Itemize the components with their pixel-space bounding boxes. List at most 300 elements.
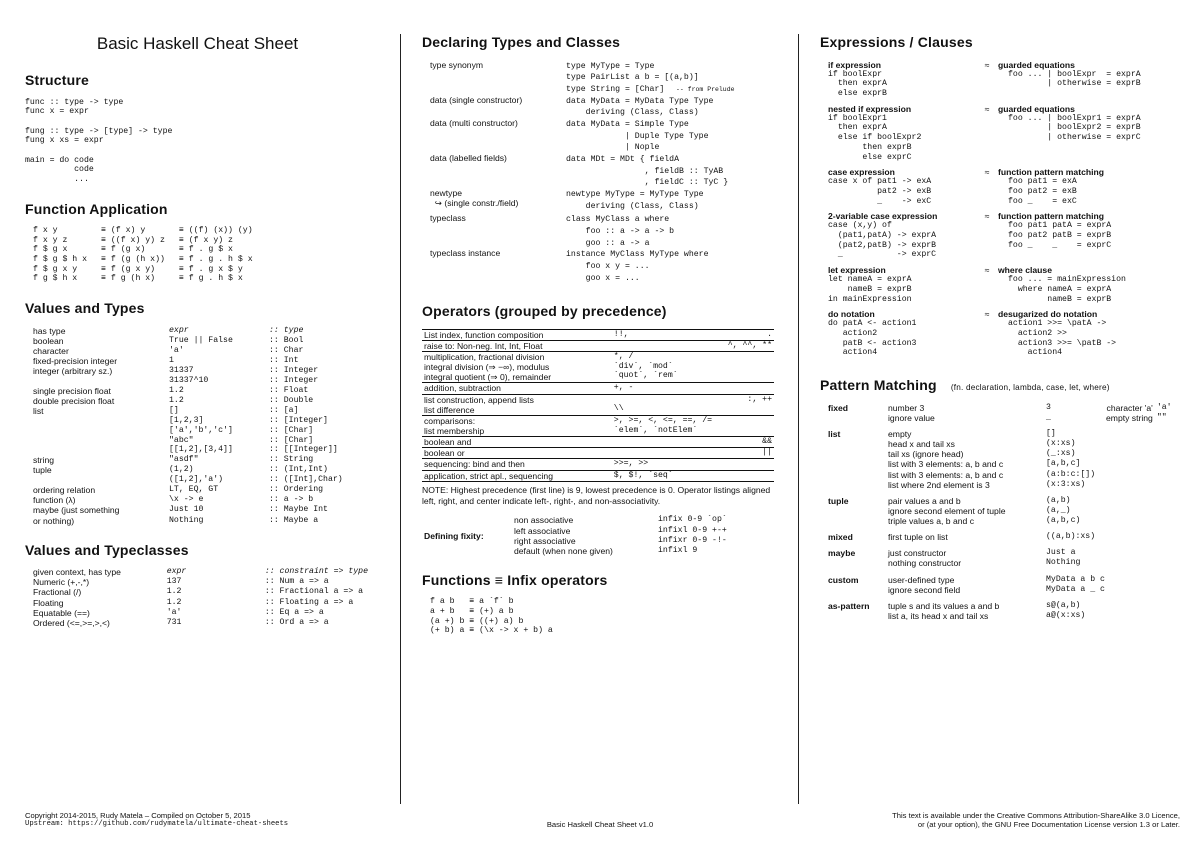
type-label (33, 376, 169, 386)
type-signature: :: Floating a => a (264, 597, 354, 607)
approx-symbol: ≈ (984, 265, 990, 276)
type-label: character (33, 345, 69, 356)
expression-left-title: do notation (828, 309, 875, 320)
pattern-syntax: (a:b:c:[]) (1046, 469, 1096, 479)
fa-cell: ≡ f . g $ x (178, 245, 233, 255)
operator-description: sequencing: bind and then (422, 459, 612, 470)
expression-right (998, 265, 1141, 309)
operator-symbols-right (726, 470, 774, 481)
fa-cell: f x y z (33, 235, 68, 245)
pattern-row (828, 480, 1176, 496)
fixity-syntax: infixl 0-9 +-+ (658, 525, 727, 535)
type-label: integer (arbitrary sz.) (33, 366, 113, 377)
pattern-description: head x and tail xs (888, 439, 955, 450)
pattern-row (828, 429, 1176, 439)
expressions-heading: Expressions / Clauses (820, 34, 973, 50)
type-row (33, 426, 345, 436)
operator-symbols-right: ^, ^^, ** (727, 340, 772, 350)
pattern-syntax-2: 'a' (1156, 402, 1172, 412)
declaration-label: type synonym (430, 59, 484, 70)
type-label: tuple (33, 465, 52, 476)
column-1 (25, 28, 370, 628)
type-row (33, 608, 370, 618)
pattern-syntax-2: "" (1156, 412, 1167, 422)
operator-symbols (612, 340, 726, 351)
function-application-row (33, 226, 267, 236)
expression-right (998, 104, 1141, 168)
pattern-row (828, 611, 1176, 627)
type-row (33, 455, 345, 465)
type-signature: :: Eq a => a (264, 607, 324, 617)
type-expr: 'a' (169, 345, 184, 355)
type-row (33, 336, 345, 346)
operator-description: raise to: Non-neg. Int, Int, Float (422, 340, 612, 351)
pattern-group-name (828, 611, 888, 627)
operator-symbols: >, >=, <, <=, ==, /= `elem`, `notElem` (612, 415, 726, 436)
type-row (33, 465, 345, 475)
footer-upstream: Upstream: https://github.com/rudymatela/ultimate-cheat-sheets (25, 820, 289, 829)
pattern-row (828, 548, 1176, 558)
operator-symbols: *, / `div`, `mod` `quot`, `rem` (612, 352, 726, 383)
expression-right-title: function pattern matching (998, 167, 1104, 178)
declaration-code (566, 153, 737, 188)
function-application-table (33, 226, 267, 284)
operator-symbols (612, 448, 726, 459)
expression-right-title: function pattern matching (998, 211, 1104, 222)
type-label: ordering relation (33, 485, 96, 496)
type-expr: [1,2,3] (169, 416, 204, 426)
type-signature: :: Char (269, 345, 304, 355)
type-expr: \x -> e (169, 495, 204, 505)
expression-left-title: nested if expression (828, 103, 912, 114)
expression-right-title: desugarized do notation (998, 309, 1098, 320)
type-label: Fractional (/) (33, 587, 82, 598)
expression-right-title: guarded equations (998, 59, 1075, 70)
declaring-heading: Declaring Types and Classes (422, 34, 621, 50)
pattern-group-name (828, 480, 888, 496)
pattern-matching-subtitle: (fn. declaration, lambda, case, let, where) (950, 383, 1110, 393)
type-signature: :: [Char] (269, 426, 314, 436)
pattern-row (828, 439, 1176, 449)
operator-symbols-right (726, 415, 774, 436)
expression-right-title: where clause (998, 265, 1052, 276)
pattern-description: list with 3 elements: a, b and c (888, 469, 1004, 480)
pattern-group-name (828, 413, 888, 429)
pattern-group-name: maybe (828, 548, 856, 559)
expression-left-code: do patA <- action1 action2 patB <- action3 action4 (828, 319, 917, 358)
operator-description: list construction, append lists list difference (422, 394, 612, 415)
fixity-syntax: infix 0-9 `op` (658, 515, 727, 525)
type-expr: "asdf" (169, 455, 199, 465)
declaration-label: data (multi constructor) (430, 117, 518, 128)
operator-row (422, 415, 774, 436)
declaration-code-text: class MyClass a where foo :: a -> a -> b goo :: a -> a (566, 215, 675, 248)
type-row (33, 386, 345, 396)
operator-description: addition, subtraction (422, 383, 612, 394)
type-label: function (λ) (33, 495, 76, 506)
type-label: maybe (just something (33, 505, 120, 516)
type-label: string (33, 455, 55, 466)
column-divider-2 (798, 34, 799, 804)
footer-copyright: Copyright 2014-2015, Rudy Matela – Compiled on October 5, 2015 (25, 811, 251, 821)
pattern-description: ignore second element of tuple (888, 505, 1006, 516)
pattern-syntax: MyData a b c (1046, 574, 1105, 584)
expression-left (828, 265, 976, 309)
declaration-label: data (single constructor) (430, 94, 523, 105)
pattern-row (828, 449, 1176, 459)
expression-row (828, 265, 1141, 309)
fixity-row (514, 526, 731, 536)
type-expr: 731 (166, 617, 182, 627)
pattern-row (828, 516, 1176, 532)
type-expr: LT, EQ, GT (169, 485, 219, 495)
pattern-description: list a, its head x and tail xs (888, 611, 989, 622)
fixity-kind: non associative (514, 515, 574, 526)
pattern-syntax: (a,b,c) (1046, 516, 1081, 526)
fixity-row (514, 515, 731, 525)
pattern-syntax: [] (1046, 428, 1056, 438)
expression-left (828, 60, 976, 104)
pattern-group-name (828, 516, 888, 532)
operator-symbols-right (726, 383, 774, 394)
pattern-group-name (828, 439, 888, 449)
functions-infix-heading: Functions ≡ Infix operators (422, 571, 608, 588)
type-row (33, 598, 370, 608)
pattern-description-2: character 'a' (1106, 402, 1153, 413)
type-row (33, 396, 345, 406)
operator-row (422, 340, 774, 351)
type-label: fixed-precision integer (33, 356, 118, 367)
type-expr: 31337 (169, 366, 194, 376)
declaring-table (430, 60, 737, 284)
pattern-row (828, 532, 1176, 548)
fixity-row (514, 536, 731, 546)
fa-cell: ≡ f g (h x) (101, 274, 156, 284)
expression-right-code: foo pat1 = exA foo pat2 = exB foo _ = exC (1008, 177, 1077, 206)
footer-right (892, 811, 1180, 829)
operator-symbols: \\ (612, 394, 726, 415)
type-label: boolean (33, 335, 64, 346)
pattern-row (828, 558, 1176, 574)
operator-description: boolean and (422, 437, 612, 448)
type-expr: 1 (169, 356, 174, 366)
expression-right-code: action1 >>= \patA -> action2 >> action3 >>= \patB -> action4 (1008, 319, 1117, 358)
type-signature: :: Maybe a (269, 515, 319, 525)
expression-row (828, 167, 1141, 211)
expression-right-code: foo pat1 patA = exprA foo pat2 patB = exprB foo _ _ = exprC (1008, 221, 1112, 250)
pattern-description: nothing constructor (888, 558, 962, 569)
pattern-syntax: Nothing (1046, 558, 1081, 568)
pattern-group-name (828, 558, 888, 574)
pattern-row (828, 506, 1176, 516)
type-row (33, 326, 345, 336)
type-expr: expr (169, 325, 189, 335)
pattern-syntax: _ (1046, 412, 1051, 422)
declaration-label: typeclass (430, 213, 466, 224)
operator-row (422, 448, 774, 459)
pattern-description: list with 3 elements: a, b and c (888, 459, 1004, 470)
type-label: Floating (33, 597, 64, 608)
pattern-row (828, 601, 1176, 611)
declaration-code-text: data MyData = Simple Type | Duple Type Type | Nople (566, 119, 709, 153)
operator-symbols: !!, (612, 329, 726, 340)
approx-symbol: ≈ (984, 103, 990, 114)
fa-cell: ≡ f . g x $ y (178, 264, 243, 274)
pattern-description: user-defined type (888, 574, 955, 585)
pattern-group-name: fixed (828, 402, 849, 413)
type-row (33, 416, 345, 426)
pattern-syntax: (a,_) (1046, 505, 1071, 515)
expression-left (828, 104, 976, 168)
type-expr: 31337^10 (169, 376, 209, 386)
pattern-row (828, 496, 1176, 506)
functions-infix-code: f a b ≡ a `f` b a + b ≡ (+) a b (a +) b ≡ ((+) a) b (+ b) a ≡ (\x -> x + b) a (430, 597, 553, 636)
pattern-row (828, 459, 1176, 469)
operator-symbols-right (726, 352, 774, 383)
fixity-kind: left associative (514, 525, 571, 536)
expression-right (998, 60, 1141, 104)
expression-left-code: let nameA = exprA nameB = exprB in mainExpression (828, 275, 912, 304)
pattern-syntax: (a,b) (1046, 495, 1071, 505)
pattern-description: just constructor (888, 548, 947, 559)
fa-cell: f $ g x y (33, 264, 78, 274)
type-signature: :: type (269, 325, 304, 335)
pattern-matching-heading (820, 377, 1180, 394)
fa-cell: ≡ f g . h $ x (178, 274, 243, 284)
operator-row (422, 383, 774, 394)
expression-row (828, 211, 1141, 265)
pattern-matching-table (828, 403, 1176, 628)
type-label: Equatable (==) (33, 607, 90, 618)
pattern-syntax: [a,b,c] (1046, 459, 1081, 469)
declaration-label: data (labelled fields) (430, 152, 507, 163)
fa-cell: ≡ ((f x) y) z (101, 235, 165, 245)
pattern-group-name (828, 506, 888, 516)
type-signature: :: ([Int],Char) (269, 475, 343, 485)
fixity-syntax: infixr 0-9 -!- (658, 535, 727, 545)
structure-code: func :: type -> type func x = expr fung :: type -> [type] -> type fung x xs = expr main = do code code ... (25, 97, 173, 184)
fa-cell: ≡ f (g (h x)) (101, 255, 165, 265)
values-types-heading: Values and Types (25, 300, 145, 317)
expression-row (828, 309, 1141, 363)
operators-heading: Operators (grouped by precedence) (422, 303, 667, 320)
type-expr: Just 10 (169, 505, 204, 515)
function-application-row (33, 274, 267, 284)
fa-cell: ≡ f (g x) (101, 245, 146, 255)
type-signature: :: Double (269, 396, 314, 406)
operator-description: application, strict apl., sequencing (422, 470, 612, 481)
type-expr: [[1,2],[3,4]] (169, 445, 233, 455)
type-expr: 1.2 (169, 386, 184, 396)
fa-cell: ≡ ((f) (x)) (y) (178, 226, 253, 236)
approx-symbol: ≈ (984, 167, 990, 178)
type-label (33, 445, 169, 455)
expressions-table (828, 60, 1141, 364)
declaration-code-text: newtype MyType = MyType Type deriving (Class, Class) (566, 189, 704, 211)
fixity-syntax: infixl 9 (658, 545, 698, 555)
declaration-code (566, 118, 737, 153)
type-expr: 137 (166, 577, 182, 587)
operator-row (422, 470, 774, 481)
expression-right (998, 309, 1141, 363)
expression-left-code: if boolExpr1 then exprA else if boolExpr2 then exprB else exprC (828, 113, 922, 162)
pattern-group-name: list (828, 428, 841, 439)
type-row (33, 567, 370, 577)
type-signature: :: String (269, 455, 314, 465)
operator-description: comparisons: list membership (422, 415, 612, 436)
declaration-code (566, 188, 737, 213)
pattern-group-name (828, 459, 888, 469)
fixity-row (514, 546, 731, 556)
type-row (33, 475, 345, 485)
type-expr: expr (166, 567, 187, 577)
type-row (33, 366, 345, 376)
footer-license-1: This text is available under the Creative Commons Attribution-ShareAlike 3.0 Licence, (892, 810, 1180, 820)
type-row (33, 445, 345, 455)
expression-left (828, 309, 976, 363)
operator-symbols: $, $!, `seq` (612, 470, 726, 481)
footer-center: Basic Haskell Cheat Sheet v1.0 (546, 819, 654, 829)
pattern-row (828, 575, 1176, 585)
pattern-row (828, 403, 1176, 413)
operator-description: boolean or (422, 448, 612, 459)
column-divider-1 (400, 34, 401, 804)
type-expr: 'a' (166, 607, 182, 617)
declaration-code-text: type MyType = Type type PairList a b = [(a,b)] type String = [Char] (566, 61, 699, 94)
type-row (33, 495, 345, 505)
type-label: given context, has type (33, 567, 121, 578)
type-signature: :: Integer (269, 366, 319, 376)
type-label: or nothing) (33, 515, 75, 526)
expression-left-title: let expression (828, 265, 886, 276)
pattern-description: triple values a, b and c (888, 516, 974, 527)
operators-table (422, 329, 774, 482)
operator-row (422, 437, 774, 448)
expression-left (828, 167, 976, 211)
type-expr: ['a','b','c'] (169, 426, 233, 436)
fa-cell: f $ g x (33, 245, 68, 255)
pattern-syntax: (x:3:xs) (1046, 479, 1086, 489)
fa-cell: f x y (33, 226, 58, 236)
type-row (33, 485, 345, 495)
pattern-description: empty (888, 428, 912, 439)
pattern-row (828, 585, 1176, 601)
type-label (33, 416, 169, 426)
type-signature: :: [[Integer]] (269, 445, 338, 455)
expression-right (998, 211, 1141, 265)
type-signature: :: constraint => type (264, 567, 368, 577)
expression-row (828, 60, 1141, 104)
approx-symbol: ≈ (984, 309, 990, 320)
type-label: list (33, 406, 44, 417)
pattern-description: first tuple on list (888, 532, 948, 543)
type-signature: :: Int (269, 356, 299, 366)
pattern-description: list where 2nd element is 3 (888, 479, 990, 490)
fa-cell: ≡ (f x y) z (178, 235, 233, 245)
operators-note: NOTE: Highest precedence (first line) is 9, lowest precedence is 0. Operator listings aligned left, right, and center indicate left-, right-, and non-associativity. (422, 484, 771, 507)
values-typeclasses-table (33, 567, 370, 628)
type-expr: Nothing (169, 515, 204, 525)
structure-heading: Structure (25, 72, 90, 89)
function-application-row (33, 245, 267, 255)
fa-cell: f g $ h x (33, 274, 78, 284)
pattern-syntax: ((a,b):xs) (1046, 532, 1096, 542)
fa-cell: ≡ f . g . h $ x (178, 255, 253, 265)
pattern-description: tuple s and its values a and b (888, 600, 1000, 611)
pattern-syntax: s@(a,b) (1046, 600, 1081, 610)
operator-symbols-right: || (726, 448, 774, 459)
type-expr: True || False (169, 335, 233, 345)
type-label: double precision float (33, 396, 115, 407)
operator-symbols: +, - (612, 383, 726, 394)
type-signature: :: (Int,Int) (269, 465, 328, 475)
declaration-label: newtype ↪ (single constr./field) (430, 187, 519, 209)
type-expr: 1.2 (169, 396, 184, 406)
type-label (33, 426, 169, 436)
type-signature: :: Maybe Int (269, 505, 328, 515)
page-title: Basic Haskell Cheat Sheet (96, 34, 299, 53)
type-signature: :: Num a => a (264, 577, 329, 587)
column-3 (820, 28, 1180, 627)
pattern-group-name: custom (828, 574, 859, 585)
declaration-row (430, 153, 737, 188)
fixity-kind: right associative (514, 535, 576, 546)
pattern-syntax: a@(x:xs) (1046, 611, 1086, 621)
operator-symbols-right (726, 459, 774, 470)
operator-description: List index, function composition (422, 329, 612, 340)
type-row (33, 346, 345, 356)
declaration-row (430, 118, 737, 153)
declaration-row (430, 213, 737, 248)
type-label: single precision float (33, 386, 111, 397)
type-label: has type (33, 325, 66, 336)
pattern-group-name (828, 585, 888, 601)
pattern-syntax: (_:xs) (1046, 449, 1076, 459)
type-signature: :: Bool (269, 335, 304, 345)
footer-license-2: or (at your option), the GNU Free Documentation License version 1.3 or Later. (917, 819, 1180, 829)
declaration-note: -- from Prelude (664, 85, 735, 93)
pattern-description: pair values a and b (888, 495, 961, 506)
pattern-syntax: Just a (1046, 548, 1076, 558)
approx-symbol: ≈ (984, 59, 990, 70)
declaration-code (566, 60, 737, 95)
fixity-table (424, 515, 735, 556)
expression-left (828, 211, 976, 265)
declaration-code (566, 95, 737, 118)
fixity-label: Defining fixity: (424, 530, 484, 541)
operator-symbols-right: :, ++ (726, 394, 774, 415)
pattern-description: tail xs (ignore head) (888, 449, 964, 460)
type-label (33, 475, 169, 485)
expression-row (828, 104, 1141, 168)
type-signature: :: Integer (269, 376, 319, 386)
type-signature: :: Float (269, 386, 309, 396)
pattern-description: number 3 (888, 402, 925, 413)
type-expr: 1.2 (166, 587, 182, 597)
type-expr: ([1,2],'a') (169, 475, 224, 485)
declaration-row (430, 188, 737, 213)
expression-left-code: if boolExpr then exprA else exprB (828, 69, 887, 98)
values-types-table (33, 326, 345, 526)
operator-symbols: >>=, >> (612, 459, 726, 470)
type-expr: "abc" (169, 435, 194, 445)
pattern-description: ignore value (888, 412, 935, 423)
type-row (33, 406, 345, 416)
expression-left-code: case (x,y) of (pat1,patA) -> exprA (pat2,patB) -> exprB _ -> exprC (828, 221, 937, 260)
expression-right-code: foo ... | boolExpr = exprA | otherwise = exprB (1008, 69, 1141, 89)
expression-left-code: case x of pat1 -> exA pat2 -> exB _ -> exC (828, 177, 932, 206)
type-label: Numeric (+,-,*) (33, 577, 90, 588)
